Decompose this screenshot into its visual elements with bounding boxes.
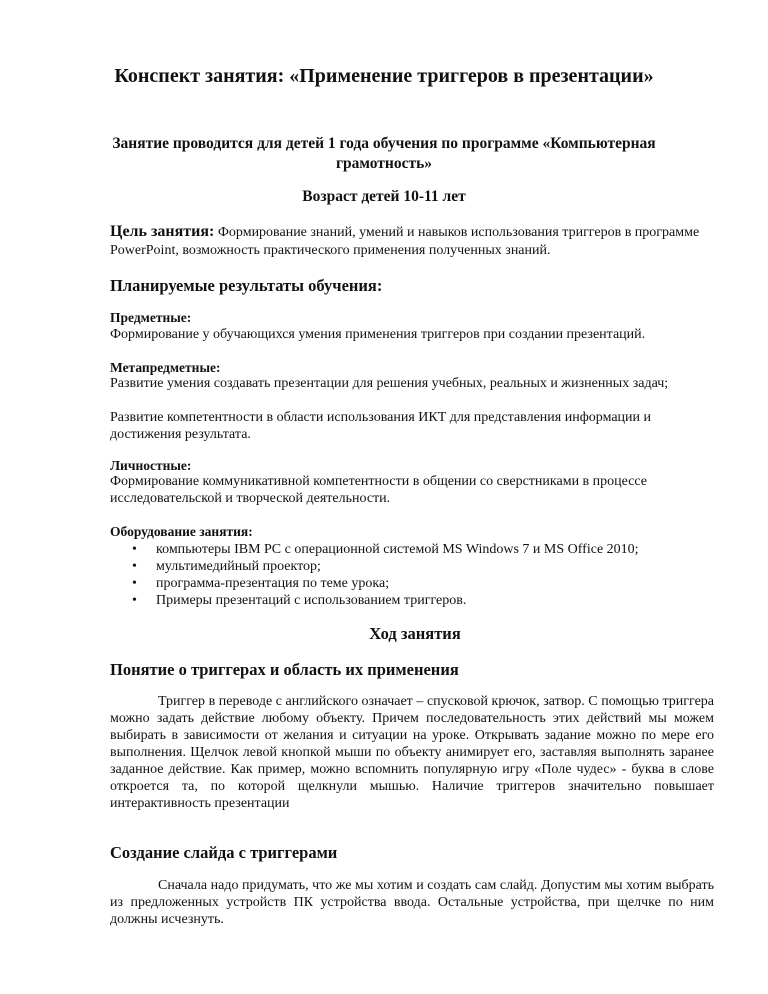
goal-label: Цель занятия:	[110, 223, 215, 240]
section2-text: Сначала надо придумать, что же мы хотим и создать сам слайд. Допустим мы хотим выбрать из предложенных устройств ПК устройства ввода. Остальные устройства, при щелчке по ним должны исчезнуть.	[110, 878, 714, 927]
section2-heading: Создание слайда с триггерами	[110, 843, 338, 862]
section1-text: Триггер в переводе с английского означает – спусковой крючок, затвор. С помощью триггера можно задать действие любому объекту. Причем последовательность этих действий мы можем выбирать в зависимости от желания и ситуации на уроке. Открывать задание можно по мере его выполнения. Щелчок левой кнопкой мыши по объекту анимирует его, заставляя выполнять заранее заданное действие. Как пример, можно вспомнить популярную игру «Поле чудес» - буква в слове откроется та, по которой щелкнули мышью. Наличие триггеров значительно повышает интерактивность презентации	[110, 694, 714, 811]
list-item: • программа-презентация по теме урока;	[110, 575, 720, 592]
results-heading: Планируемые результаты обучения:	[110, 276, 383, 295]
meta-line-2: Развитие компетентности в области использования ИКТ для представления информации и достижения результата.	[110, 410, 652, 442]
list-item: • Примеры презентаций с использованием триггеров.	[110, 592, 720, 609]
age-line: Возраст детей 10-11 лет	[302, 188, 466, 205]
goal-paragraph	[110, 223, 720, 260]
goal-text: Формирование знаний, умений и навыков использования триггеров в программе PowerPoint, возможность практического применения полученных знаний.	[110, 225, 700, 258]
list-item: • компьютеры IBM PC с операционной системой MS Windows 7 и MS Office 2010;	[110, 541, 720, 558]
personal-text: Формирование коммуникативной компетентности в общении со сверстниками в процессе исследовательской и творческой деятельности.	[110, 474, 648, 506]
lesson-heading: Ход занятия	[369, 624, 461, 643]
section1-heading: Понятие о триггерах и область их применения	[110, 660, 459, 679]
document-title: Конспект занятия: «Применение триггеров в презентации»	[114, 65, 654, 87]
equipment-list	[110, 541, 720, 609]
list-item: • мультимедийный проектор;	[110, 558, 720, 575]
meta-label: Метапредметные:	[110, 360, 221, 375]
equipment-label: Оборудование занятия:	[110, 524, 253, 539]
personal-label: Личностные:	[110, 458, 192, 473]
document-subtitle: Занятие проводится для детей 1 года обучения по программе «Компьютерная грамотность»	[112, 135, 656, 172]
subject-label: Предметные:	[110, 310, 192, 325]
subject-text: Формирование у обучающихся умения применения триггеров при создании презентаций.	[110, 327, 646, 342]
meta-line-1: Развитие умения создавать презентации для решения учебных, реальных и жизненных задач;	[110, 376, 669, 391]
